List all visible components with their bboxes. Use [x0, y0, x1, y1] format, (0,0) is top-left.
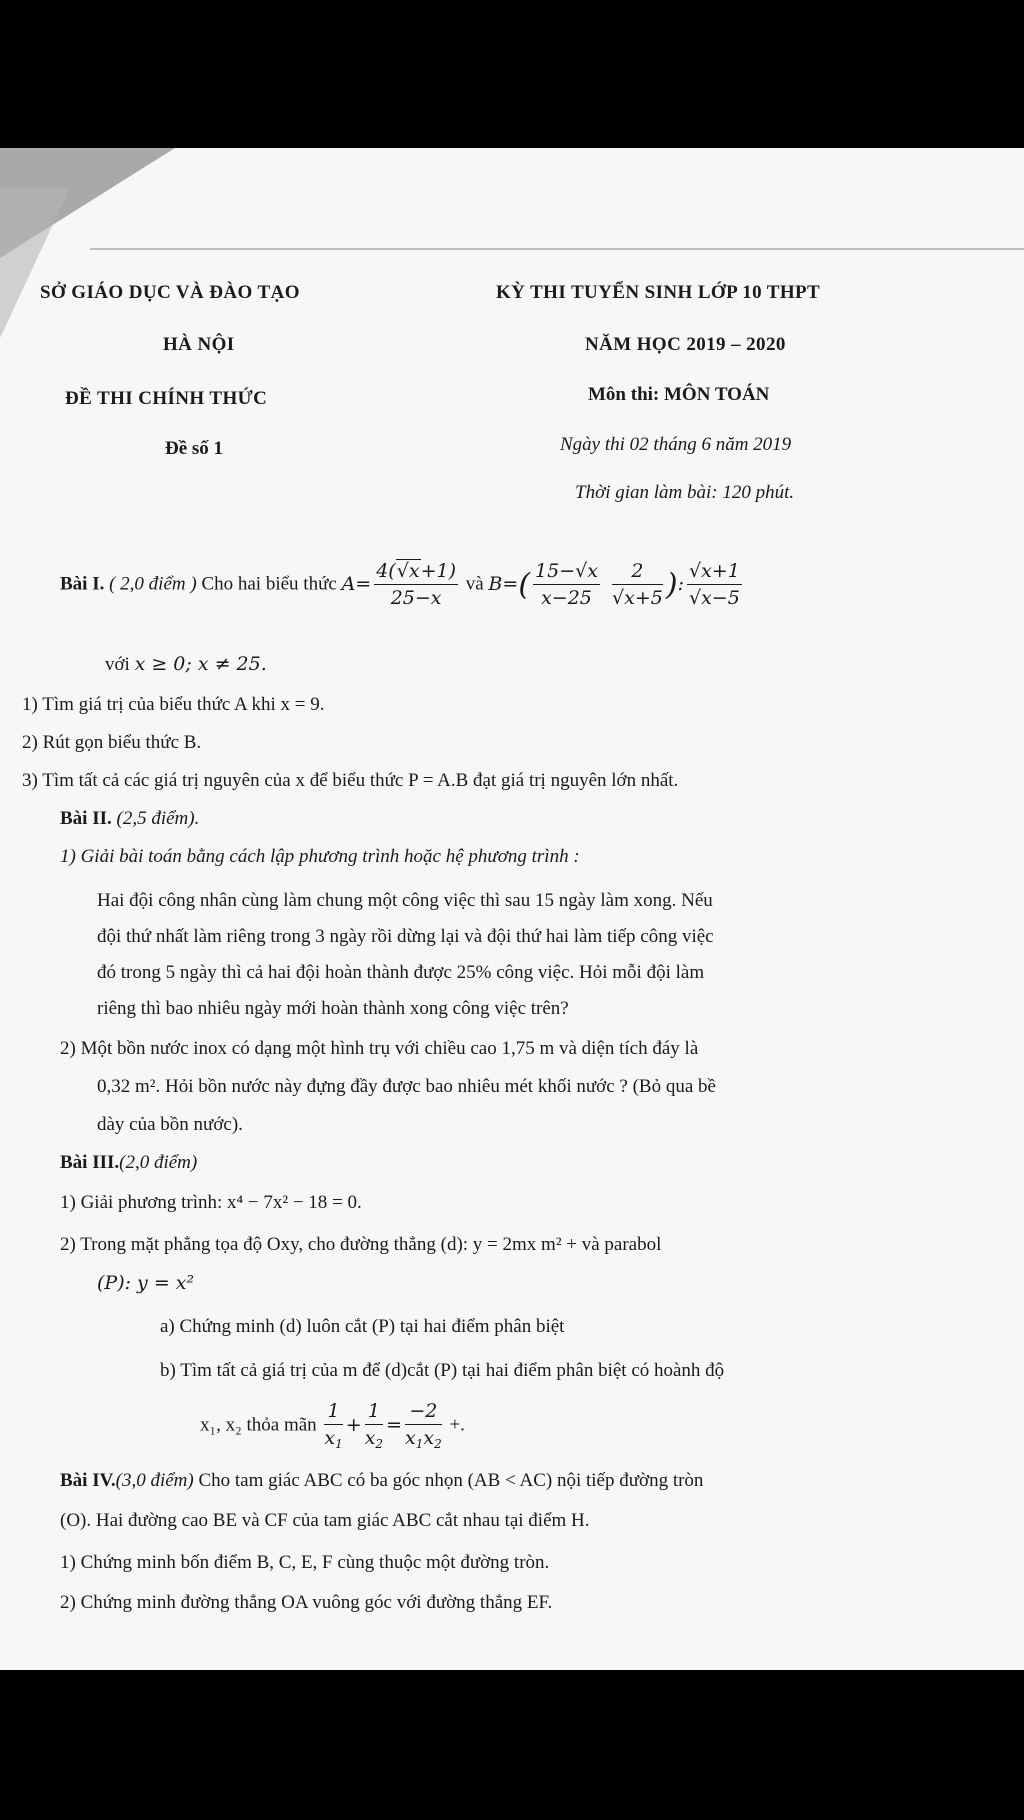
bai3-q2-line2: (P): y = x² [97, 1272, 195, 1294]
bai4-line2: (O). Hai đường cao BE và CF của tam giác ABC cắt nhau tại điểm H. [60, 1510, 590, 1531]
bai2-q2-line3: dày của bồn nước). [97, 1114, 243, 1135]
bai1-points: ( 2,0 điểm ) [109, 573, 197, 595]
bai4-points: (3,0 điểm) [115, 1470, 194, 1491]
bai4-q2: 2) Chứng minh đường thẳng OA vuông góc với đường thẳng EF. [60, 1592, 553, 1613]
bai1-condition [105, 653, 267, 676]
bai3-qb-equation: $\frac{1}{x_1}$ + $\frac{1}{x_2}$ = $\frac{-2}{x_1x_2}$ [324, 1400, 442, 1451]
bai3-qb-line2 [200, 1400, 465, 1451]
header-code: Đề số 1 [165, 438, 224, 459]
bai2-q1-line3: đó trong 5 ngày thì cả hai đội hoàn thành được 25% công việc. Hỏi mỗi đội làm [97, 962, 705, 983]
header-org: SỞ GIÁO DỤC VÀ ĐÀO TẠO [40, 282, 300, 303]
bai3-qb-pre: x₁, x₂ thỏa mãn [200, 1414, 317, 1436]
bai3-title: Bài III. [60, 1152, 120, 1173]
expr-B: B=( $\frac{15-√x}{x-25}$ $\frac{2}{√x+5}$ ): $\frac{√x+1}{√x-5}$ [488, 560, 740, 609]
bai1-line [60, 560, 745, 609]
header-year: NĂM HỌC 2019 – 2020 [585, 334, 786, 355]
bai2-q1-line1: Hai đội công nhân cùng làm chung một công việc thì sau 15 ngày làm xong. Nếu [97, 890, 713, 911]
bai2-q1-line2: đội thứ nhất làm riêng trong 3 ngày rồi dừng lại và đội thứ hai làm tiếp công việc [97, 926, 714, 947]
expr-A: A= $\frac{4(√x+1)}{25-x}$ [341, 560, 456, 609]
header-date: Ngày thi 02 tháng 6 năm 2019 [560, 434, 792, 455]
page-fold-shadow-inner [0, 188, 70, 338]
bai4-title: Bài IV. [60, 1470, 116, 1491]
bai3-q1: 1) Giải phương trình: x⁴ − 7x² − 18 = 0. [60, 1192, 362, 1213]
bai1-q1: 1) Tìm giá trị của biểu thức A khi x = 9. [22, 694, 325, 715]
bai1-title: Bài I. [60, 573, 105, 595]
bai1-q2: 2) Rút gọn biểu thức B. [22, 732, 202, 753]
bai1-cond-prefix: với [105, 654, 130, 675]
header-city: HÀ NỘI [163, 334, 235, 355]
bai1-cond: x ≥ 0; x ≠ 25. [134, 653, 267, 675]
bai2-points: (2,5 điểm). [116, 808, 200, 829]
bai3-qb-line1: b) Tìm tất cả giá trị của m để (d)cắt (P) tại hai điểm phân biệt có hoành độ [160, 1360, 725, 1381]
bai3-qa: a) Chứng minh (d) luôn cắt (P) tại hai điểm phân biệt [160, 1316, 565, 1337]
bai4-text1: Cho tam giác ABC có ba góc nhọn (AB < AC) nội tiếp đường tròn [198, 1470, 704, 1491]
bai2-title: Bài II. [60, 808, 112, 829]
bai2-q1-head: 1) Giải bài toán bằng cách lập phương trình hoặc hệ phương trình : [60, 846, 580, 867]
bai2-heading [60, 808, 199, 830]
bai4-q1: 1) Chứng minh bốn điểm B, C, E, F cùng thuộc một đường tròn. [60, 1552, 550, 1573]
exam-paper [0, 148, 1024, 1670]
bai4-line1 [60, 1470, 703, 1492]
bai3-qb-post: +. [449, 1414, 465, 1436]
bai3-heading [60, 1152, 197, 1174]
bai2-q1-line4: riêng thì bao nhiêu ngày mới hoàn thành xong công việc trên? [97, 998, 569, 1019]
bai1-intro: Cho hai biểu thức [201, 573, 337, 595]
header-subject: Môn thi: MÔN TOÁN [588, 384, 770, 405]
bai2-q2-line1: 2) Một bồn nước inox có dạng một hình trụ với chiều cao 1,75 m và diện tích đáy là [60, 1038, 699, 1059]
bai3-q2-line1: 2) Trong mặt phẳng tọa độ Oxy, cho đường thẳng (d): y = 2mx m² + và parabol [60, 1234, 662, 1255]
bai2-q2-line2: 0,32 m². Hỏi bồn nước này đựng đầy được bao nhiêu mét khối nước ? (Bỏ qua bề [97, 1076, 716, 1097]
header-official: ĐỀ THI CHÍNH THỨC [65, 388, 268, 409]
header-exam: KỲ THI TUYỂN SINH LỚP 10 THPT [496, 282, 821, 303]
bai1-q3: 3) Tìm tất cả các giá trị nguyên của x để biểu thức P = A.B đạt giá trị nguyên lớn nhất. [22, 770, 679, 791]
bai1-and: và [465, 573, 484, 595]
header-rule [90, 248, 1024, 250]
header-time: Thời gian làm bài: 120 phút. [575, 482, 795, 503]
bai3-points: (2,0 điểm) [119, 1152, 198, 1173]
